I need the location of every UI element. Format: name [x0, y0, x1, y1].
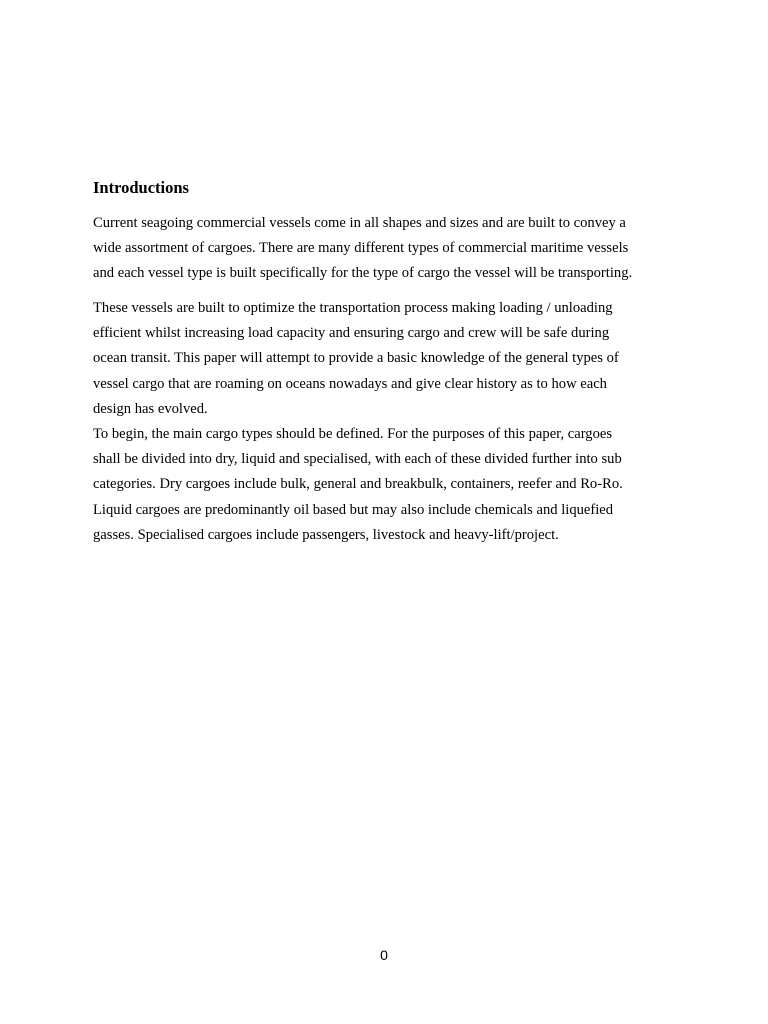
- text-line: ocean transit. This paper will attempt to provide a basic knowledge of the general types of: [93, 350, 619, 367]
- text-line: vessel cargo that are roaming on oceans nowadays and give clear history as to how each: [93, 375, 607, 392]
- page-number: 0: [380, 947, 388, 963]
- text-line: Liquid cargoes are predominantly oil based but may also include chemicals and liquefied: [93, 501, 614, 518]
- text-line: efficient whilst increasing load capacity and ensuring cargo and crew will be safe during: [93, 325, 610, 342]
- text-line: shall be divided into dry, liquid and specialised, with each of these divided further into sub: [93, 451, 622, 468]
- section-heading: Introductions: [93, 178, 189, 197]
- text-line: wide assortment of cargoes. There are many different types of commercial maritime vessels: [93, 240, 629, 257]
- text-line: These vessels are built to optimize the transportation process making loading / unloading: [93, 300, 613, 316]
- paragraph-2: [93, 296, 693, 548]
- paragraph-1: [93, 211, 693, 287]
- text-line: categories. Dry cargoes include bulk, general and breakbulk, containers, reefer and Ro-Ro.: [93, 476, 623, 493]
- text-line: design has evolved.: [93, 400, 208, 417]
- text-line: gasses. Specialised cargoes include passengers, livestock and heavy-lift/project.: [93, 526, 559, 543]
- text-line: To begin, the main cargo types should be defined. For the purposes of this paper, cargoes: [93, 425, 613, 442]
- text-line: Current seagoing commercial vessels come in all shapes and sizes and are built to convey a: [93, 215, 626, 231]
- text-line: and each vessel type is built specifically for the type of cargo the vessel will be transporting.: [93, 265, 633, 282]
